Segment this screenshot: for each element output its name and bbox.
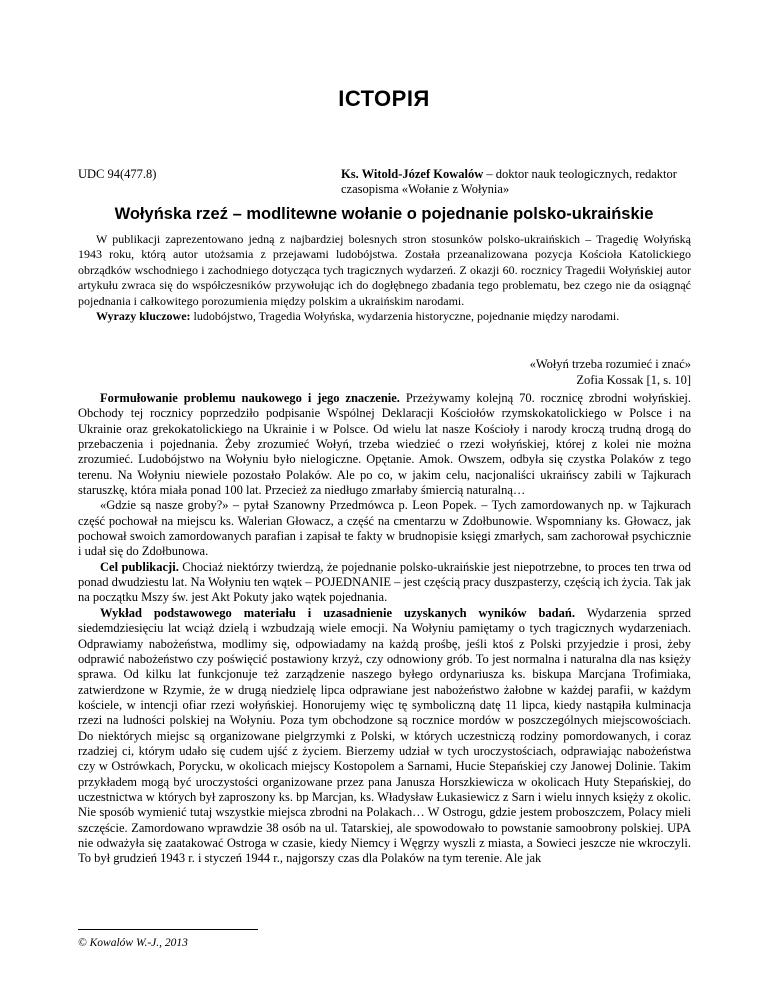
paragraph-3-heading: Cel publikacji. <box>100 559 179 574</box>
paragraph-1-text: Przeżywamy kolejną 70. rocznicę zbrodni wołyńskiej. Obchody tej rocznicy poprzedziło podpisanie Wspólnej Deklaracji Kościołów rzymskokatolickiego w Polsce i na Ukrainie oraz grekokatolickiego na Ukrainie i w Polsce. Od wielu lat nasze Kościoły i narody kroczą trudną drogą do przebaczenia i pojednania. Żeby zrozumieć Wołyń, trzeba wiedzieć o rzezi wołyńskiej, której z kolei nie można zrozumieć. Ludobójstwo na Wołyniu było nielogiczne. Opętanie. Amok. Owszem, odbyła się czystka Polaków z tego terenu. Na Wołyniu niewiele pozostało Polaków. Ale po co, w jakim celu, nacjonaliści ukraińscy zabili w Tajkurach staruszkę, która miała ponad 100 lat. Przecież za niedługo zmarłaby śmiercią naturalną… <box>78 391 691 498</box>
author-info <box>341 167 701 197</box>
paragraph-1 <box>78 391 691 498</box>
article-body <box>78 391 691 867</box>
article-title: Wołyńska rzeź – modlitewne wołanie o pojednanie polsko-ukraińskie <box>114 205 654 223</box>
abstract <box>78 232 691 324</box>
epigraph-source: Zofia Kossak [1, s. 10] <box>576 373 691 387</box>
footnote-divider <box>78 929 258 930</box>
section-title: ІСТОРІЯ <box>338 86 430 111</box>
paragraph-4 <box>78 606 691 867</box>
paragraph-4-heading: Wykład podstawowego materiału i uzasadnienie uzyskanych wyników badań. <box>100 605 575 620</box>
keywords <box>78 309 691 324</box>
epigraph <box>78 356 691 388</box>
author-name: Ks. Witold-Józef Kowalów <box>341 167 484 181</box>
keywords-list: ludobójstwo, Tragedia Wołyńska, wydarzenia historyczne, pojednanie między narodami. <box>190 309 620 324</box>
author-description: – doktor nauk teologicznych, redaktor czasopisma «Wołanie z Wołynia» <box>341 167 677 196</box>
paragraph-3-text: Chociaż niektórzy twierdzą, że pojednanie polsko-ukraińskie jest niepotrzebne, to proces ten trwa od ponad dwudziestu lat. Na Wołyniu ten wątek – POJEDNANIE – jest częścią pracy duszpasterzy, częścią ich życia. Tak jak na początku Mszy św. jest Akt Pokuty jako wątek pojednania. <box>78 559 691 605</box>
keywords-label: Wyrazy kluczowe: <box>96 309 191 324</box>
paragraph-1-heading: Formułowanie problemu naukowego i jego znaczenie. <box>100 391 400 405</box>
paragraph-3 <box>78 560 691 606</box>
copyright-footnote: © Kowalów W.-J., 2013 <box>78 937 188 949</box>
paragraph-2: «Gdzie są nasze groby?» – pytał Szanowny Przedmówca p. Leon Popek. – Tych zamordowanych np. w Tajkurach część pochował na miejscu ks. Walerian Głowacz, a część na cmentarzu w Zdołbunowie. Wspomniany ks. Głowacz, jak pochował swoich zamordowanych parafian i zapisał te fakty w brudnopisie księgi zmarłych, sam zachorował psychicznie i udał się do Zdołbunowa. <box>78 498 691 559</box>
udc-code: UDC 94(477.8) <box>78 167 157 181</box>
abstract-text: W publikacji zaprezentowano jedną z najbardziej bolesnych stron stosunków polsko-ukraińskich – Tragedię Wołyńską 1943 roku, którą autor utożsamia z przejawami ludobójstwa. Została przeanalizowana pozycja Kościoła Katolickiego obrządków wschodniego i zachodniego dotycząca tych tragicznych wydarzeń. Z okazji 60. rocznicy Tragedii Wołyńskiej autor artykułu zwraca się do współczesników przywołując ich do dogłębnego zbadania tego problematu, bez czego nie da osiągnąć pojednania i całkowitego porozumienia między polskim a ukraińskim narodami. <box>78 232 691 308</box>
paragraph-4-text: Wydarzenia sprzed siedemdziesięciu lat wciąż dzielą i wzbudzają wiele emocji. Na Wołyniu pamiętamy o tych tragicznych wydarzeniach. Odprawiamy nabożeństwa, modlimy się, odpowiadamy na każdą prośbę, jeśli ktoś z Polski przyjedzie i prosi, żeby odprawić nabożeństwo czy poświęcić postawiony krzyż, czy odnowiony grób. To jest normalna i naturalna dla nas księży sprawa. Od kilku lat funkcjonuje też zarządzenie naszego byłego ordynariusza ks. biskupa Marcjana Trofimiaka, zatwierdzone w Rzymie, że w drugą niedzielę lipca odprawiane jest nabożeństwo żałobne w każdej parafii, w każdym kościele, w intencji ofiar rzezi wołyńskiej. Honorujemy więc tę symboliczną datę 11 lipca, kiedy nastąpiła kulminacja rzezi na ludności polskiej na Wołyniu. Poza tym obchodzone są rocznice mordów w poszczególnych miejscowościach. Do niektórych miejsc są organizowane pielgrzymki z Polski, w których uczestniczą rodziny pomordowanych, i coraz rzadziej ci, którym udało się cudem ujść z życiem. Bierzemy udział w tych uroczystościach, odprawiając nabożeństwa czy w Ostrówkach, Porycku, w okolicach miejscy Kostopolem a Sarnami, Hucie Stepańskiej czy Janowej Dolinie. Takim przykładem mogą być uroczystości organizowane przez pana Janusza Horszkiewicza w okolicach Huty Stepańskiej, do uczestnictwa w których był zaproszony ks. bp Marcjan, ks. Władysław Łukasiewicz z Sarn i wielu innych księży z okolic. Nie sposób wymienić tutaj wszystkie miejsca zbrodni na Polakach… W Ostrogu, gdzie jestem proboszczem, Polacy mieli szczęście. Zamordowano wprawdzie 38 osób na ul. Tatarskiej, ale spowodowało to powstanie samoobrony polskiej. UPA nie odważyła się zaatakować Ostroga w czasie, kiedy Niemcy i Węgrzy wyszli z miasta, a Sowieci jeszcze nie wkroczyli. To był grudzień 1943 r. i styczeń 1944 r., najgorszy czas dla Polaków na tym terenie. Ale jak <box>78 605 691 866</box>
epigraph-quote: «Wołyń trzeba rozumieć i znać» <box>529 357 691 371</box>
